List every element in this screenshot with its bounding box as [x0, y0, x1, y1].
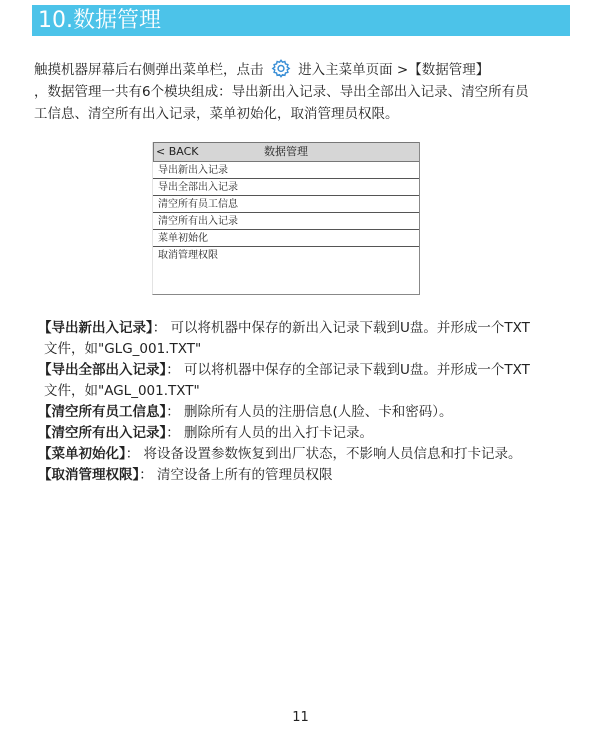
- page-number: 11: [292, 710, 309, 725]
- desc-term: 【菜单初始化】: [38, 446, 126, 462]
- desc-text: ： 删除所有人员的注册信息(人脸、卡和密码）。: [166, 404, 453, 420]
- desc-item: [38, 423, 578, 444]
- menu-item-export-new[interactable]: 导出新出入记录: [153, 162, 419, 179]
- desc-item: [38, 444, 578, 465]
- desc-text: ： 将设备设置参数恢复到出厂状态，不影响人员信息和打卡记录。: [125, 446, 522, 462]
- menu-screenshot: [152, 142, 420, 295]
- desc-term: 【清空所有出入记录】: [38, 425, 167, 441]
- desc-term: 【清空所有员工信息】: [38, 404, 167, 420]
- intro-text-line3: 工信息、清空所有出入记录，菜单初始化，取消管理员权限。: [34, 106, 399, 122]
- desc-text: ： 可以将机器中保存的全部记录下载到U盘。并形成一个TXT: [166, 362, 530, 378]
- section-title: 10.数据管理: [32, 5, 570, 36]
- desc-text: ： 删除所有人员的出入打卡记录。: [166, 425, 374, 441]
- gear-icon: [270, 58, 292, 80]
- desc-item: [38, 360, 578, 381]
- menu-item-clear-records[interactable]: 清空所有出入记录: [153, 213, 419, 230]
- desc-text: ： 可以将机器中保存的新出入记录下载到U盘。并形成一个TXT: [152, 320, 530, 336]
- desc-term: 【导出全部出入记录】: [38, 362, 167, 378]
- menu-item-clear-staff[interactable]: 清空所有员工信息: [153, 196, 419, 213]
- intro-text-1: 触摸机器屏幕后右侧弹出菜单栏，点击: [34, 62, 264, 78]
- menu-item-export-all[interactable]: 导出全部出入记录: [153, 179, 419, 196]
- desc-continuation: 文件，如"GLG_001.TXT": [44, 341, 202, 357]
- intro-text-2: 进入主菜单页面 >【数据管理】: [298, 62, 490, 78]
- back-button[interactable]: < BACK: [156, 145, 199, 158]
- desc-term: 【导出新出入记录】: [38, 320, 153, 336]
- desc-item: [38, 465, 578, 486]
- menu-title: 数据管理: [264, 145, 308, 158]
- desc-text: ： 清空设备上所有的管理员权限: [139, 467, 333, 483]
- desc-continuation: 文件，如"AGL_001.TXT": [44, 383, 200, 399]
- desc-item: [38, 402, 578, 423]
- menu-header: [153, 142, 419, 162]
- menu-item-cancel-admin[interactable]: 取消管理权限: [158, 250, 218, 261]
- menu-item-menu-init[interactable]: 菜单初始化: [153, 230, 419, 247]
- desc-item: [38, 318, 578, 339]
- desc-term: 【取消管理权限】: [38, 467, 140, 483]
- descriptions: [38, 318, 578, 486]
- intro-paragraph: [34, 58, 579, 125]
- intro-text-line2: ，数据管理一共有6个模块组成：导出新出入记录、导出全部出入记录、清空所有员: [34, 84, 529, 100]
